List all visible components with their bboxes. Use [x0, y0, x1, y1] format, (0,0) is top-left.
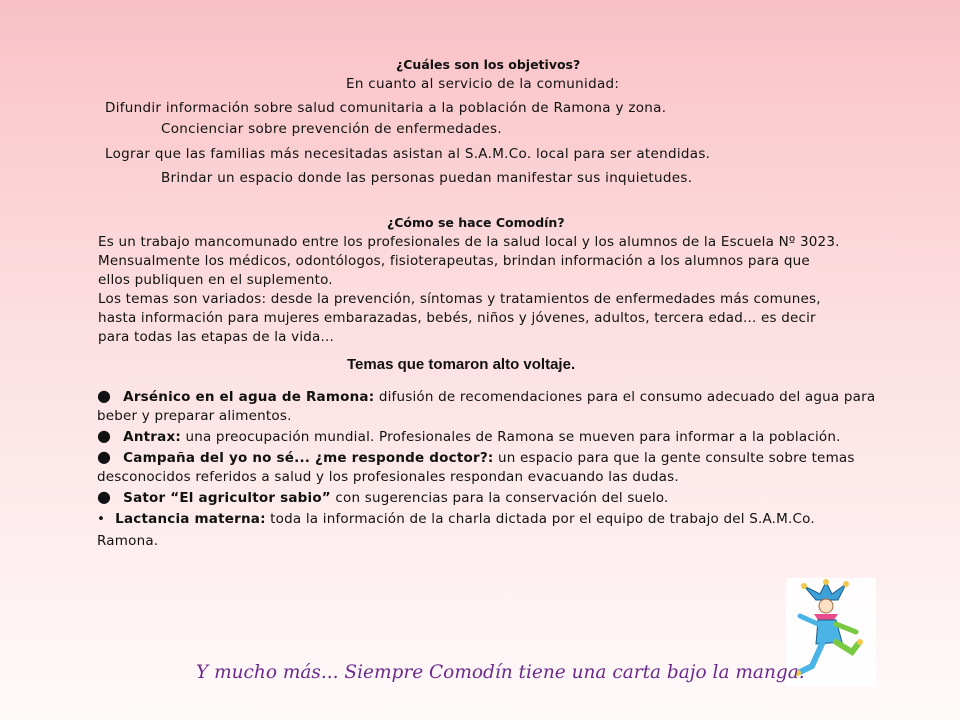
- topic-text: con sugerencias para la conservación del suelo.: [330, 490, 669, 506]
- topic-title: Campaña del yo no sé... ¿me responde doctor?:: [123, 450, 494, 466]
- topic-item: [97, 508, 877, 552]
- topic-item: [97, 426, 877, 447]
- topic-title: Lactancia materna:: [115, 511, 266, 527]
- bullet-icon: ●: [97, 447, 112, 466]
- topic-title: Arsénico en el agua de Ramona:: [123, 389, 375, 405]
- topic-text: difusión de recomendaciones para el consumo adecuado del agua para beber y preparar alimentos.: [97, 389, 876, 424]
- topic-title: Antrax:: [123, 429, 181, 445]
- bullet-icon: •: [97, 511, 106, 527]
- how-paragraph: [98, 233, 878, 347]
- topic-item: [97, 447, 877, 487]
- how-line: hasta información para mujeres embarazadas, bebés, niños y jóvenes, adultos, tercera edad... es decir: [98, 310, 816, 326]
- objective-item: Lograr que las familias más necesitadas asistan al S.A.M.Co. local para ser atendidas.: [105, 146, 711, 162]
- footer-tagline: Y mucho más... Siempre Comodín tiene una carta bajo la manga.: [196, 662, 805, 683]
- topic-item: [97, 386, 877, 426]
- objective-item: Difundir información sobre salud comunitaria a la población de Ramona y zona.: [105, 100, 667, 116]
- how-line: para todas las etapas de la vida...: [98, 329, 334, 345]
- bullet-icon: ●: [97, 386, 112, 405]
- topic-item: [97, 487, 877, 508]
- how-line: Mensualmente los médicos, odontólogos, fisioterapeutas, brindan información a los alumnos para que: [98, 253, 810, 269]
- topics-heading: Temas que tomaron alto voltaje.: [347, 356, 576, 373]
- how-line: Los temas son variados: desde la prevención, síntomas y tratamientos de enfermedades más comunes,: [98, 291, 821, 307]
- topics-list: [97, 386, 877, 552]
- how-heading: ¿Cómo se hace Comodín?: [387, 215, 565, 230]
- bullet-icon: ●: [97, 426, 112, 445]
- topic-text: una preocupación mundial. Profesionales de Ramona se mueven para informar a la población.: [180, 429, 841, 445]
- topic-title: Sator “El agricultor sabio”: [123, 490, 331, 506]
- how-line: Es un trabajo mancomunado entre los profesionales de la salud local y los alumnos de la Escuela Nº 3023.: [98, 234, 840, 250]
- objectives-heading: ¿Cuáles son los objetivos?: [396, 57, 581, 72]
- objective-item: Brindar un espacio donde las personas puedan manifestar sus inquietudes.: [161, 170, 693, 186]
- bullet-icon: ●: [97, 487, 112, 506]
- how-line: ellos publiquen en el suplemento.: [98, 272, 333, 288]
- topic-text: un espacio para que la gente consulte sobre temas desconocidos referidos a salud y los profesionales respondan evacuando las dudas.: [97, 450, 855, 485]
- topic-text: toda la información de la charla dictada por el equipo de trabajo del S.A.M.Co. Ramona.: [97, 511, 815, 549]
- objectives-subheading: En cuanto al servicio de la comunidad:: [346, 76, 620, 92]
- objective-item: Concienciar sobre prevención de enfermedades.: [161, 121, 502, 137]
